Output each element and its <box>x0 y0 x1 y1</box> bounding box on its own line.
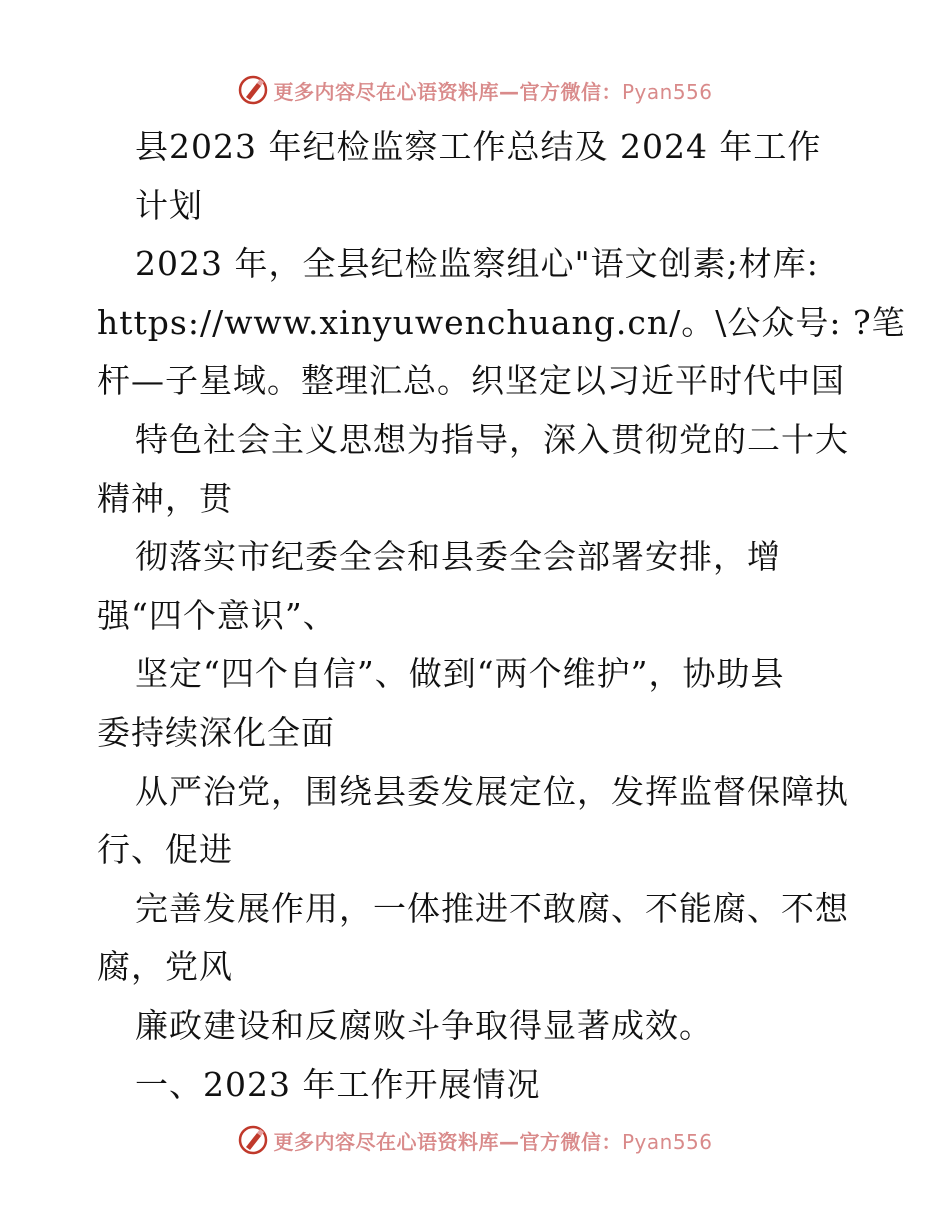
document-body <box>97 118 906 1114</box>
text-line: 精神，贯 <box>97 478 233 518</box>
text-line: 腐，党风 <box>97 947 233 987</box>
text-line: https://www.xinyuwenchuang.cn/。\公众号: ?笔 <box>97 302 906 342</box>
watermark-text: 更多内容尽在心语资料库—官方微信：Pyan556 <box>273 79 713 104</box>
text-line: 2023 年，全县纪检监察组心"语文创素;材库: <box>135 244 819 284</box>
text-line: 从严治党，围绕县委发展定位，发挥监督保障执 <box>135 771 849 811</box>
text-line: 一、2023 年工作开展情况 <box>135 1064 541 1104</box>
text-line: 杆—子星域。整理汇总。织坚定以习近平时代中国 <box>97 361 845 401</box>
text-line: 县2023 年纪检监察工作总结及 2024 年工作 <box>135 127 822 166</box>
text-line: 坚定“四个自信”、做到“两个维护”，协助县 <box>135 654 785 694</box>
watermark-top <box>0 70 950 110</box>
text-line: 行、促进 <box>97 830 233 870</box>
watermark-wechat-id: Pyan556 <box>621 1129 713 1154</box>
watermark-wechat-id: Pyan556 <box>621 79 713 104</box>
text-line: 特色社会主义思想为指导，深入贯彻党的二十大 <box>135 419 849 459</box>
watermark-text: 更多内容尽在心语资料库—官方微信：Pyan556 <box>273 1129 713 1154</box>
text-line: 彻落实市纪委全会和县委全会部署安排，增 <box>135 537 781 577</box>
pen-logo-icon <box>237 74 269 106</box>
text-line: 委持续深化全面 <box>97 712 335 752</box>
text-line: 完善发展作用，一体推进不敢腐、不能腐、不想 <box>135 888 849 928</box>
watermark-bottom <box>0 1120 950 1160</box>
text-line: 廉政建设和反腐败斗争取得显著成效。 <box>135 1005 713 1045</box>
text-line: 计划 <box>135 185 203 225</box>
text-line: 强“四个意识”、 <box>97 595 337 635</box>
pen-logo-icon <box>237 1124 269 1156</box>
